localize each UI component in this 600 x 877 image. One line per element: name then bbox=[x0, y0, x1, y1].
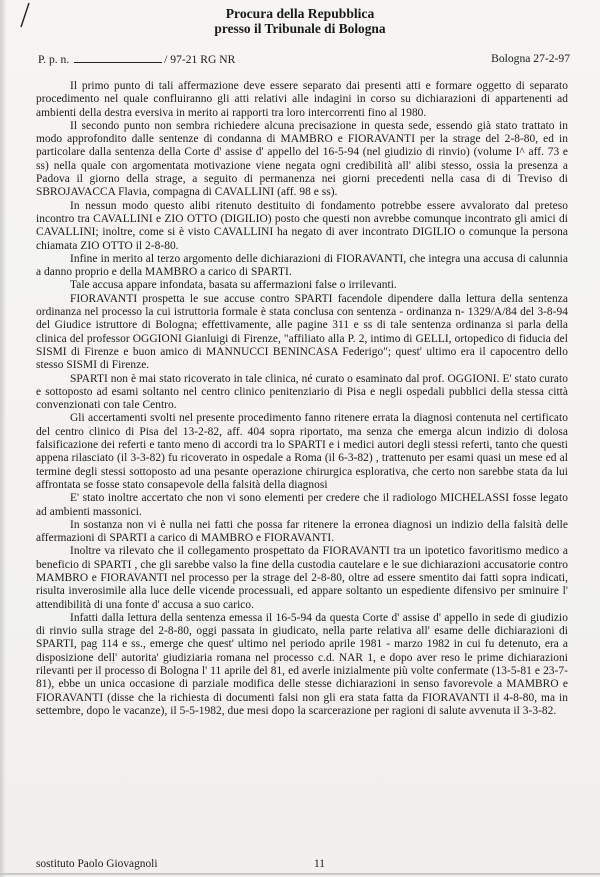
paragraph: Infine in merito al terzo argomento delle dichiarazioni di FIORAVANTI, che integra una accusa di calunnia a danno proprio e della MAMBRO a carico di SPARTI. bbox=[36, 252, 568, 279]
paragraph: Tale accusa appare infondata, basata su affermazioni false o irrilevanti. bbox=[70, 279, 397, 292]
document-footer bbox=[36, 858, 568, 870]
paragraph: Il primo punto di tali affermazione deve essere separato dai presenti atti e formare oggetto di separato procedimento nel quale confluiranno gli atti relativi alle indagini in corso su dichiarazioni di appartenenti ad ambienti della destra eversiva in merito ai rapporti tra loro intercorrenti fino al 1980. bbox=[36, 80, 568, 119]
paragraph: E' stato inoltre accertato che non vi sono elementi per credere che il radiologo MICHELASSI fosse legato ad ambienti massonici. bbox=[36, 492, 568, 518]
scan-bottom-edge bbox=[0, 873, 600, 875]
case-reference bbox=[38, 52, 235, 66]
case-number: / 97-21 RG NR bbox=[164, 53, 236, 66]
paragraph: Inoltre va rilevato che il collegamento prospettato da FIORAVANTI tra un ipotetico favoritismo medico a beneficio di SPARTI , che gli sarebbe valso la fine della custodia cautelare e le sue dichiarazioni accusatorie contro MAMBRO e FIORAVANTI nel processo per la strage del 2-8-80, oltre ad essere smentito dai fatti sopra indicati, risulta inverosimile alla luce delle vicende processuali, ed appare soltanto un espediente difensivo per sminuire l' attendibilità di una fonte d' accusa a suo carico. bbox=[36, 545, 568, 611]
scan-edge bbox=[0, 0, 6, 877]
case-number-blank bbox=[74, 52, 162, 63]
paragraph: Infatti dalla lettura della sentenza emessa il 16-5-94 da questa Corte d' assise d' appello in sede di giudizio di rinvio sulla strage del 2-8-80, oggi passata in giudicato, nella parte relativa all' esame delle dichiarazioni di SPARTI, pag 114 e ss., emerge che quest' ultimo nel periodo aprile 1981 - marzo 1982 in cui fu detenuto, era a disposizione dell' autorita' giudiziaria romana nel processo c.d. NAR 1, e dopo aver reso le prime dichiarazioni rilevanti per il processo di Bologna l' 11 aprile del 81, ed averle inizialmente più volte confermate (13-5-81 e 23-7-81), ebbe un unica occasione di parziale modifica delle stesse dichiarazioni in senso favorevole a MAMBRO e FIORAVANTI (disse che la richiesta di documenti falsi non gli era stata fatta da FIORAVANTI il 4-8-80, ma in settembre, dopo le vacanze), il 5-5-1982, due mesi dopo la scarcerazione per ragioni di salute avvenuta il 3-3-82. bbox=[36, 611, 568, 717]
office-title: Procura della Repubblica bbox=[225, 6, 375, 21]
case-prefix: P. p. n. bbox=[38, 53, 70, 66]
paragraph: Il secondo punto non sembra richiedere alcuna precisazione in questa sede, essendo già stato trattato in modo approfondito dalle sentenze di condanna di MAMBRO e FIORAVANTI per la strage del 2-8-80, ed in particolare dalla sentenza della Corte d' assise d' appello del 16-5-94 (nel giudizio di rinvio) (volume I^ aff. 73 e ss) nella quale con argomentata motivazione viene negata ogni credibilità all' alibi stesso, ossia la presenza a Padova il giorno della strage, a seguito di permanenza nei giorni precedenti nella casa di di Treviso di SBROJAVACCA Flavia, compagna di CAVALLINI (aff. 98 e ss). bbox=[36, 119, 568, 199]
page-number: 11 bbox=[314, 858, 325, 870]
paragraph: Gli accertamenti svolti nel presente procedimento fanno ritenere errata la diagnosi contenuta nel certificato del centro clinico di Pisa del 13-2-82, aff. 404 sopra riportato, ma senza che emerga alcun indizio di dolosa falsificazione dei referti e tanto meno di accordi tra lo SPARTI e i medici autori degli stessi referti, tanto che questi appena rilasciato (il 3-3-82) fu ricoverato in ospedale a Roma (il 6-3-82) , trattenuto per esami quasi un mese ed al termine degli stessi sottoposto ad una pesante operazione chirurgica esplorativa, che certo non sarebbe stata da lui affrontata se fosse stato consapevole della falsità della diagnosi bbox=[36, 412, 568, 491]
paragraph: SPARTI non è mai stato ricoverato in tale clinica, né curato o esaminato dal prof. OGGIONI. E' stato curato e sottoposto ad esami soltanto nel centro clinico penitenziario di Pisa e negli ospedali pubblici della stessa città convenzionati con tale Centro. bbox=[36, 372, 568, 412]
document-header bbox=[0, 6, 600, 36]
paragraph: In sostanza non vi è nulla nei fatti che possa far ritenere la erronea diagnosi un indizio della falsità delle affermazioni di SPARTI a carico di MAMBRO e FIORAVANTI. bbox=[36, 518, 568, 545]
office-subtitle: presso il Tribunale di Bologna bbox=[214, 21, 386, 36]
signature: sostituto Paolo Giovagnoli bbox=[36, 858, 158, 870]
paragraph: In nessun modo questo alibi ritenuto destituito di fondamento potrebbe essere avvalorato dal preteso incontro tra CAVALLINI e ZIO OTTO (DIGILIO) posto che questi non avrebbe comunque incontrato gli amici di CAVALLINI; inoltre, come si è visto CAVALLINI ha negato di aver incontrato DIGILIO o comunque la persona chiamata ZIO OTTO il 2-8-80. bbox=[36, 199, 568, 252]
paragraph: FIORAVANTI prospetta le sue accuse contro SPARTI facendole dipendere dalla lettura della sentenza ordinanza nel processo la cui istruttoria formale è stata conclusa con sentenza - ordinanza n- 1329/A/84 del 3-8-94 del Giudice istruttore di Bologna; effettivamente, alle pagine 311 e ss di tale sentenza ordinanza si parla della clinica del professor OGGIONI Gianluigi di Firenze, "affiliato alla P. 2, intimo di GELLI, ortopedico di fiducia del SISMI di Firenze e buon amico di MANNUCCI BENINCASA Federigo"; quest' ultimo era il capocentro dello stesso SISMI di Firenze. bbox=[36, 292, 568, 372]
reference-line bbox=[38, 52, 570, 66]
place-date: Bologna 27-2-97 bbox=[491, 52, 570, 65]
document-body bbox=[36, 80, 568, 718]
